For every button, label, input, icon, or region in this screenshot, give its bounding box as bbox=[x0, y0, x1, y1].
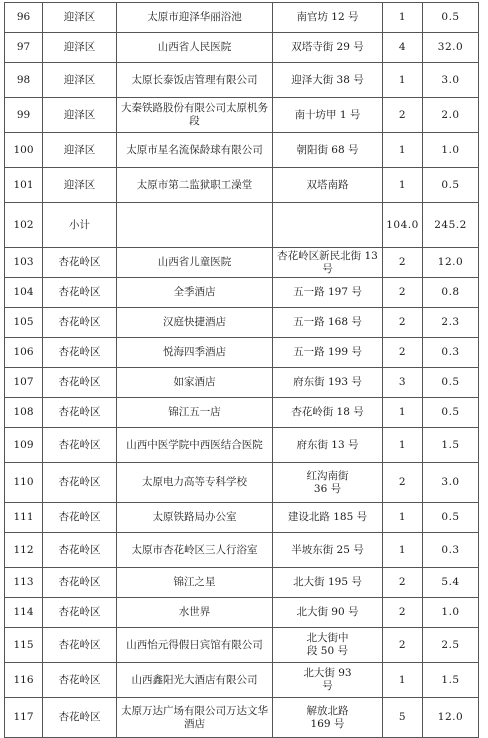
cell-number: 104 bbox=[5, 278, 43, 308]
cell-area: 1.0 bbox=[423, 598, 479, 628]
cell-unit-name: 太原市第二监狱职工澡堂 bbox=[117, 168, 273, 203]
cell-district: 杏花岭区 bbox=[43, 463, 117, 503]
cell-count: 2 bbox=[383, 338, 423, 368]
cell-area: 2.0 bbox=[423, 98, 479, 133]
cell-address: 北大街 90 号 bbox=[273, 598, 383, 628]
table-row bbox=[5, 203, 479, 248]
cell-area: 0.8 bbox=[423, 278, 479, 308]
cell-district: 杏花岭区 bbox=[43, 368, 117, 398]
cell-unit-name bbox=[117, 203, 273, 248]
cell-unit-name: 太原长泰饭店管理有限公司 bbox=[117, 63, 273, 98]
cell-area: 0.3 bbox=[423, 338, 479, 368]
cell-unit-name: 大秦铁路股份有限公司太原机务段 bbox=[117, 98, 273, 133]
cell-area: 3.0 bbox=[423, 63, 479, 98]
cell-count: 1 bbox=[383, 503, 423, 533]
cell-count: 1 bbox=[383, 398, 423, 428]
cell-unit-name: 山西省儿童医院 bbox=[117, 248, 273, 278]
cell-address: 府东街 193 号 bbox=[273, 368, 383, 398]
cell-count: 1 bbox=[383, 168, 423, 203]
table-row bbox=[5, 428, 479, 463]
cell-count: 5 bbox=[383, 698, 423, 738]
table-row bbox=[5, 628, 479, 663]
cell-number: 96 bbox=[5, 3, 43, 33]
table-body bbox=[5, 3, 479, 738]
cell-area: 12.0 bbox=[423, 698, 479, 738]
cell-number: 99 bbox=[5, 98, 43, 133]
cell-address: 红沟南街 36 号 bbox=[273, 463, 383, 503]
cell-district: 杏花岭区 bbox=[43, 598, 117, 628]
cell-area: 1.5 bbox=[423, 663, 479, 698]
cell-address: 迎泽大街 38 号 bbox=[273, 63, 383, 98]
cell-district: 迎泽区 bbox=[43, 33, 117, 63]
cell-area: 3.0 bbox=[423, 463, 479, 503]
cell-unit-name: 锦江五一店 bbox=[117, 398, 273, 428]
cell-count: 2 bbox=[383, 463, 423, 503]
cell-count: 4 bbox=[383, 33, 423, 63]
cell-unit-name: 山西鑫阳光大酒店有限公司 bbox=[117, 663, 273, 698]
table-row bbox=[5, 598, 479, 628]
cell-count: 1 bbox=[383, 63, 423, 98]
cell-district: 杏花岭区 bbox=[43, 248, 117, 278]
cell-address: 北大街中 段 50 号 bbox=[273, 628, 383, 663]
cell-area: 0.3 bbox=[423, 533, 479, 568]
cell-number: 101 bbox=[5, 168, 43, 203]
cell-number: 107 bbox=[5, 368, 43, 398]
cell-address: 南十坊甲 1 号 bbox=[273, 98, 383, 133]
cell-district: 杏花岭区 bbox=[43, 568, 117, 598]
table-row bbox=[5, 98, 479, 133]
cell-area: 2.3 bbox=[423, 308, 479, 338]
cell-address: 朝阳街 68 号 bbox=[273, 133, 383, 168]
cell-area: 0.5 bbox=[423, 168, 479, 203]
cell-district: 迎泽区 bbox=[43, 3, 117, 33]
facility-table bbox=[4, 2, 479, 738]
cell-unit-name: 山西怡元得假日宾馆有限公司 bbox=[117, 628, 273, 663]
cell-count: 1 bbox=[383, 533, 423, 568]
cell-unit-name: 太原电力高等专科学校 bbox=[117, 463, 273, 503]
cell-address: 五一路 168 号 bbox=[273, 308, 383, 338]
cell-address bbox=[273, 203, 383, 248]
cell-district: 杏花岭区 bbox=[43, 338, 117, 368]
cell-address: 双塔南路 bbox=[273, 168, 383, 203]
cell-number: 106 bbox=[5, 338, 43, 368]
table-row bbox=[5, 248, 479, 278]
cell-district: 杏花岭区 bbox=[43, 628, 117, 663]
cell-count: 104.0 bbox=[383, 203, 423, 248]
cell-district: 杏花岭区 bbox=[43, 663, 117, 698]
cell-district: 杏花岭区 bbox=[43, 698, 117, 738]
cell-number: 115 bbox=[5, 628, 43, 663]
table-row bbox=[5, 463, 479, 503]
cell-count: 1 bbox=[383, 663, 423, 698]
cell-count: 2 bbox=[383, 248, 423, 278]
table-row bbox=[5, 3, 479, 33]
cell-count: 3 bbox=[383, 368, 423, 398]
cell-district: 迎泽区 bbox=[43, 168, 117, 203]
cell-area: 1.0 bbox=[423, 133, 479, 168]
cell-number: 116 bbox=[5, 663, 43, 698]
table-row bbox=[5, 308, 479, 338]
cell-unit-name: 太原铁路局办公室 bbox=[117, 503, 273, 533]
cell-address: 府东街 13 号 bbox=[273, 428, 383, 463]
cell-count: 1 bbox=[383, 133, 423, 168]
cell-area: 1.5 bbox=[423, 428, 479, 463]
cell-district: 迎泽区 bbox=[43, 63, 117, 98]
table-row bbox=[5, 398, 479, 428]
cell-district: 杏花岭区 bbox=[43, 278, 117, 308]
table-row bbox=[5, 33, 479, 63]
cell-number: 111 bbox=[5, 503, 43, 533]
table-row bbox=[5, 133, 479, 168]
cell-number: 109 bbox=[5, 428, 43, 463]
table-row bbox=[5, 533, 479, 568]
cell-count: 2 bbox=[383, 628, 423, 663]
cell-unit-name: 悦海四季酒店 bbox=[117, 338, 273, 368]
cell-area: 0.5 bbox=[423, 503, 479, 533]
cell-count: 1 bbox=[383, 3, 423, 33]
cell-unit-name: 汉庭快捷酒店 bbox=[117, 308, 273, 338]
cell-district: 小计 bbox=[43, 203, 117, 248]
cell-unit-name: 太原万达广场有限公司万达文华酒店 bbox=[117, 698, 273, 738]
cell-area: 0.5 bbox=[423, 398, 479, 428]
cell-district: 杏花岭区 bbox=[43, 308, 117, 338]
cell-unit-name: 锦江之星 bbox=[117, 568, 273, 598]
table-row bbox=[5, 63, 479, 98]
cell-unit-name: 水世界 bbox=[117, 598, 273, 628]
table-row bbox=[5, 698, 479, 738]
cell-number: 110 bbox=[5, 463, 43, 503]
cell-number: 100 bbox=[5, 133, 43, 168]
cell-unit-name: 太原市星名流保龄球有限公司 bbox=[117, 133, 273, 168]
table-row bbox=[5, 168, 479, 203]
cell-unit-name: 全季酒店 bbox=[117, 278, 273, 308]
cell-count: 2 bbox=[383, 568, 423, 598]
table-row bbox=[5, 278, 479, 308]
cell-number: 102 bbox=[5, 203, 43, 248]
cell-number: 117 bbox=[5, 698, 43, 738]
cell-count: 2 bbox=[383, 98, 423, 133]
cell-area: 245.2 bbox=[423, 203, 479, 248]
table-row bbox=[5, 568, 479, 598]
cell-number: 105 bbox=[5, 308, 43, 338]
cell-address: 北大街 93 号 bbox=[273, 663, 383, 698]
cell-district: 杏花岭区 bbox=[43, 428, 117, 463]
cell-number: 103 bbox=[5, 248, 43, 278]
cell-address: 五一路 199 号 bbox=[273, 338, 383, 368]
cell-count: 2 bbox=[383, 308, 423, 338]
cell-count: 1 bbox=[383, 428, 423, 463]
cell-number: 98 bbox=[5, 63, 43, 98]
cell-area: 32.0 bbox=[423, 33, 479, 63]
cell-district: 杏花岭区 bbox=[43, 503, 117, 533]
cell-unit-name: 太原市迎泽华丽浴池 bbox=[117, 3, 273, 33]
cell-number: 114 bbox=[5, 598, 43, 628]
cell-count: 2 bbox=[383, 278, 423, 308]
cell-number: 112 bbox=[5, 533, 43, 568]
cell-district: 杏花岭区 bbox=[43, 398, 117, 428]
cell-area: 5.4 bbox=[423, 568, 479, 598]
table-row bbox=[5, 338, 479, 368]
cell-address: 双塔寺街 29 号 bbox=[273, 33, 383, 63]
cell-address: 杏花岭区新民北街 13 号 bbox=[273, 248, 383, 278]
cell-number: 97 bbox=[5, 33, 43, 63]
cell-unit-name: 太原市杏花岭区三人行浴室 bbox=[117, 533, 273, 568]
cell-area: 2.5 bbox=[423, 628, 479, 663]
cell-count: 2 bbox=[383, 598, 423, 628]
cell-area: 0.5 bbox=[423, 368, 479, 398]
cell-address: 南官坊 12 号 bbox=[273, 3, 383, 33]
cell-district: 杏花岭区 bbox=[43, 533, 117, 568]
cell-unit-name: 如家酒店 bbox=[117, 368, 273, 398]
cell-unit-name: 山西中医学院中西医结合医院 bbox=[117, 428, 273, 463]
table-row bbox=[5, 663, 479, 698]
cell-district: 迎泽区 bbox=[43, 98, 117, 133]
cell-address: 解放北路 169 号 bbox=[273, 698, 383, 738]
cell-district: 迎泽区 bbox=[43, 133, 117, 168]
table-row bbox=[5, 503, 479, 533]
cell-area: 12.0 bbox=[423, 248, 479, 278]
cell-address: 建设北路 185 号 bbox=[273, 503, 383, 533]
cell-address: 半坡东街 25 号 bbox=[273, 533, 383, 568]
cell-unit-name: 山西省人民医院 bbox=[117, 33, 273, 63]
cell-area: 0.5 bbox=[423, 3, 479, 33]
cell-address: 北大街 195 号 bbox=[273, 568, 383, 598]
cell-address: 杏花岭街 18 号 bbox=[273, 398, 383, 428]
cell-number: 113 bbox=[5, 568, 43, 598]
cell-number: 108 bbox=[5, 398, 43, 428]
table-row bbox=[5, 368, 479, 398]
cell-address: 五一路 197 号 bbox=[273, 278, 383, 308]
